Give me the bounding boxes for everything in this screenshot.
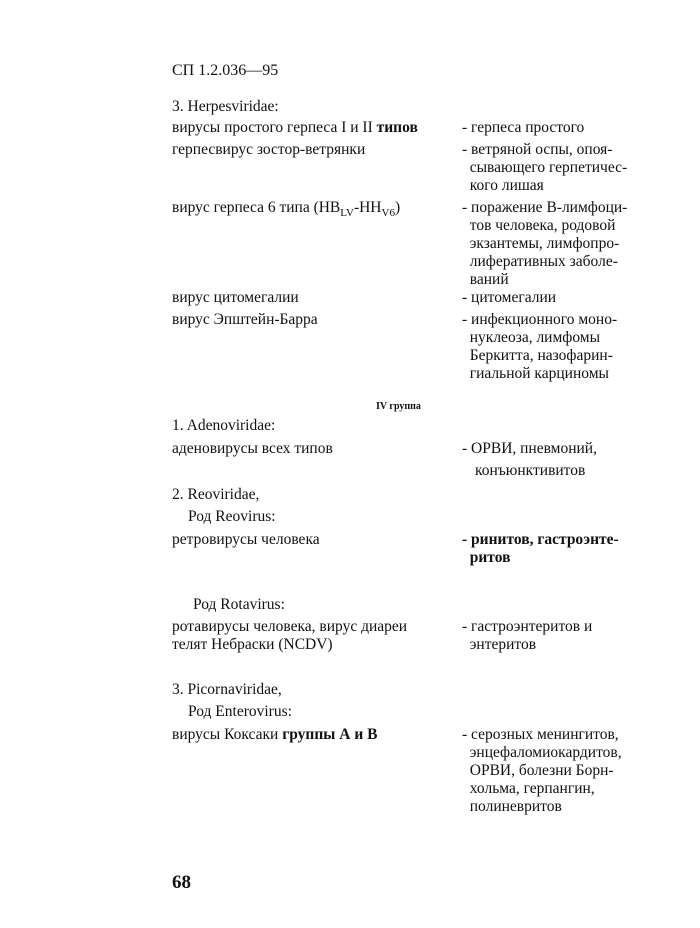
virus-adeno: аденовирусы всех типов <box>172 440 333 457</box>
virus-coxsackie <box>172 726 377 744</box>
group-title: IV группа <box>376 401 421 412</box>
genus-reovirus: Род Reovirus: <box>188 508 276 525</box>
family-reoviridae: 2. Reoviridae, <box>172 486 260 503</box>
virus-herpes-6-end: ) <box>394 199 401 216</box>
virus-herpes-simplex-text: вирусы простого герпеса I и II <box>172 119 377 136</box>
disease-zoster: - ветряной оспы, опоя- сывающего герпетичес- кого лишая <box>462 141 628 194</box>
genus-enterovirus: Род Enterovirus: <box>188 703 292 720</box>
virus-herpes-6-mid: -HH <box>353 199 382 216</box>
family-herpesviridae: 3. Herpesviridae: <box>172 98 279 115</box>
family-picornaviridae: 3. Picornaviridae, <box>172 681 282 698</box>
genus-rotavirus: Род Rotavirus: <box>193 596 285 613</box>
family-adenoviridae: 1. Adenoviridae: <box>172 417 276 434</box>
virus-coxsackie-bold: группы А и В <box>282 726 378 743</box>
virus-herpes-6-sub1: LV <box>340 207 354 220</box>
virus-herpes-6 <box>172 199 400 222</box>
virus-herpes-simplex <box>172 119 418 137</box>
virus-ebv: вирус Эпштейн-Барра <box>172 311 318 328</box>
virus-zoster: герпесвирус зостор-ветрянки <box>172 141 366 158</box>
disease-herpes-6: - поражение В-лимфоци- тов человека, родовой экзантемы, лимфопро- лиферативных заболе- ваний <box>462 199 628 288</box>
disease-adeno-1: - ОРВИ, пневмоний, <box>462 440 597 457</box>
disease-coxsackie: - серозных менингитов, энцефаломиокардитов, ОРВИ, болезни Борн- хольма, герпангин, полиневритов <box>462 726 622 815</box>
disease-retro: - ринитов, гастроэнте- ритов <box>462 531 619 566</box>
disease-adeno-2: конъюнктивитов <box>475 462 586 479</box>
document-code: СП 1.2.036—95 <box>172 62 279 79</box>
disease-herpes-simplex: - герпеса простого <box>462 119 585 136</box>
virus-herpes-6-main: вирус герпеса 6 типа (HB <box>172 199 341 216</box>
virus-cmv: вирус цитомегалии <box>172 289 299 306</box>
virus-retro: ретровирусы человека <box>172 531 320 548</box>
disease-rota: - гастроэнтеритов и энтеритов <box>462 618 593 653</box>
virus-herpes-simplex-bold: типов <box>376 119 418 136</box>
virus-rota: ротавирусы человека, вирус диареи телят Небраски (NCDV) <box>172 618 408 653</box>
page-number: 68 <box>172 872 191 893</box>
disease-ebv: - инфекционного моно- нуклеоза, лимфомы Беркитта, назофарин- гиальной карциномы <box>462 311 618 382</box>
virus-coxsackie-text: вирусы Коксаки <box>172 726 283 743</box>
virus-herpes-6-sub2: V6 <box>381 207 395 220</box>
disease-cmv: - цитомегалии <box>462 289 557 306</box>
